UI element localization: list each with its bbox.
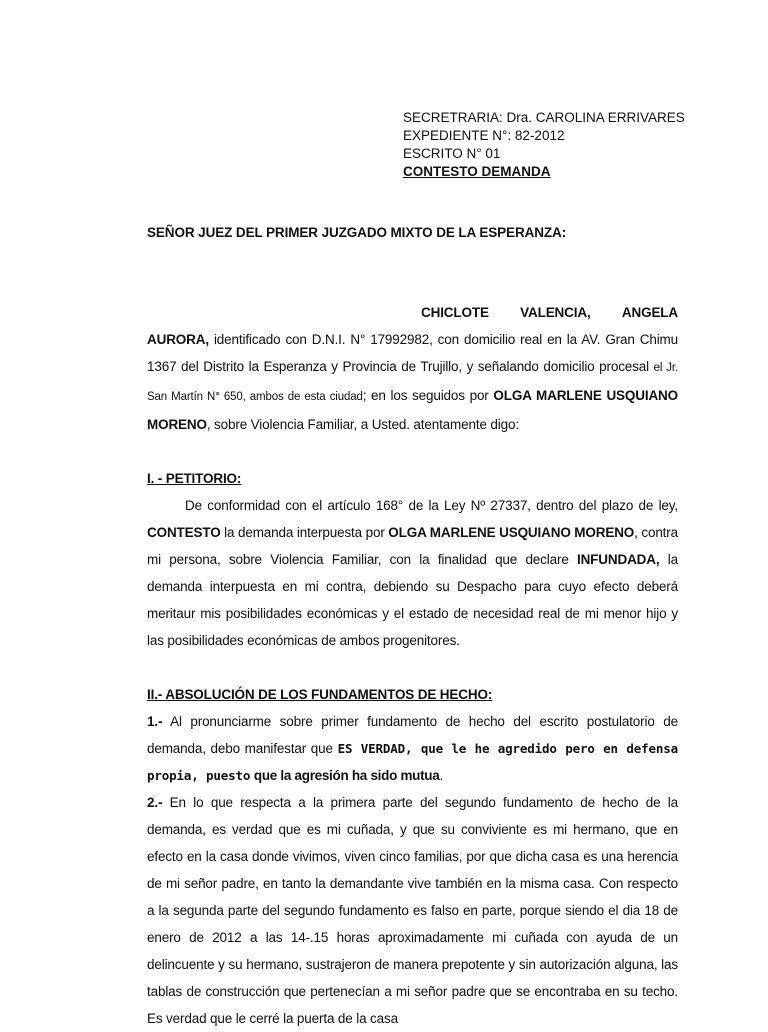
secretaria-line: SECRETRARIA: Dra. CAROLINA ERRIVARES	[403, 110, 685, 125]
petitorio-text: la demanda interpuesta por	[220, 525, 389, 540]
intro-paragraph	[147, 326, 678, 438]
petitorio-paragraph	[147, 492, 678, 654]
expediente-line: EXPEDIENTE N°: 82-2012	[403, 128, 565, 143]
escrito-line: ESCRITO N° 01	[403, 146, 501, 161]
case-header	[403, 109, 685, 181]
intro-text: identificado con D.N.I. N° 17992982, con domicilio real en la AV. Gran Chimu 1367 del Distrito la Esperanza y Provincia de Trujillo, y señalando domicilio procesal	[147, 332, 678, 374]
defendant-name-line	[147, 299, 678, 326]
item-number: 2.-	[147, 795, 163, 810]
addressee: SEÑOR JUEZ DEL PRIMER JUZGADO MIXTO DE LA ESPERANZA:	[147, 225, 567, 240]
intro-address: el Jr. San Martín N° 650, ambos de esta ciudad	[147, 362, 678, 403]
absolucion-heading	[147, 681, 678, 708]
name-word: VALENCIA,	[520, 305, 591, 320]
plaintiff-name: OLGA MARLENE USQUIANO MORENO	[388, 525, 635, 540]
heading-colon: :	[236, 471, 242, 486]
heading-text: II.- ABSOLUCIÓN DE LOS FUNDAMENTOS DE HECHO	[147, 687, 488, 702]
name-word: ANGELA	[621, 305, 678, 320]
document-title: CONTESTO DEMANDA	[403, 164, 551, 179]
document-body	[147, 299, 678, 1032]
petitorio-text: la demanda interpuesta en mi contra, debiendo su Despacho para cuyo efecto deberá meritaur mis posibilidades económicas y el estado de necesidad real de mi menor hijo y las posibilidades económicas de ambos progenitores.	[147, 552, 678, 648]
heading-colon: :	[487, 687, 493, 702]
heading-text: - PETITORIO	[154, 471, 237, 486]
infundada-word: INFUNDADA,	[576, 552, 660, 567]
petitorio-text: , contra mi persona, sobre Violencia Familiar, con la finalidad que declare	[147, 525, 678, 567]
petitorio-heading	[147, 465, 678, 492]
plaintiff-name: OLGA MARLENE USQUIANO MORENO	[147, 388, 678, 432]
defendant-name-last: AURORA,	[147, 332, 209, 347]
fundamento-text: En lo que respecta a la primera parte del segundo fundamento de hecho de la demanda, es verdad que es mi cuñada, y que su conviviente es mi hermano, que en efecto en la casa donde vivimos, viven cinco familias, por que dicha casa es una herencia de mi señor padre, en tanto la demandante vive también en la misma casa. Con respecto a la segunda parte del segundo fundamento es falso en parte, porque siendo el dia 18 de enero de 2012 a las 14-.15 horas aproximadamente mi cuñada con ayuda de un delincuente y su hermano, sustrajeron de manera prepotente y sin autorización alguna, las tablas de construcción que pertenecían a mi señor padre que se encontraba en su techo. Es verdad que le cerré la puerta de la casa	[147, 795, 678, 1026]
item-number: 1.-	[147, 714, 163, 729]
fundamento-text: .	[439, 768, 444, 783]
intro-text: , sobre Violencia Familiar, a Usted. atentamente digo:	[206, 417, 519, 432]
emphasis-text: que la agresión ha sido mutua	[253, 768, 440, 783]
fundamento-text: Al pronunciarme sobre primer fundamento de hecho del escrito postulatorio de demanda, debo manifestar que	[147, 714, 678, 756]
intro-text: ; en los seguidos por	[362, 388, 494, 403]
fundamento-2	[147, 789, 678, 1032]
heading-prefix: I.	[147, 471, 155, 486]
contesto-word: CONTESTO	[147, 525, 221, 540]
petitorio-text: De conformidad con el artículo 168° de la Ley Nº 27337, dentro del plazo de ley,	[185, 498, 678, 513]
emphasis-text: ES VERDAD, que le he agredido pero en defensa propia, puesto	[147, 741, 679, 783]
fundamento-1	[147, 708, 678, 789]
name-word: CHICLOTE	[421, 305, 489, 320]
